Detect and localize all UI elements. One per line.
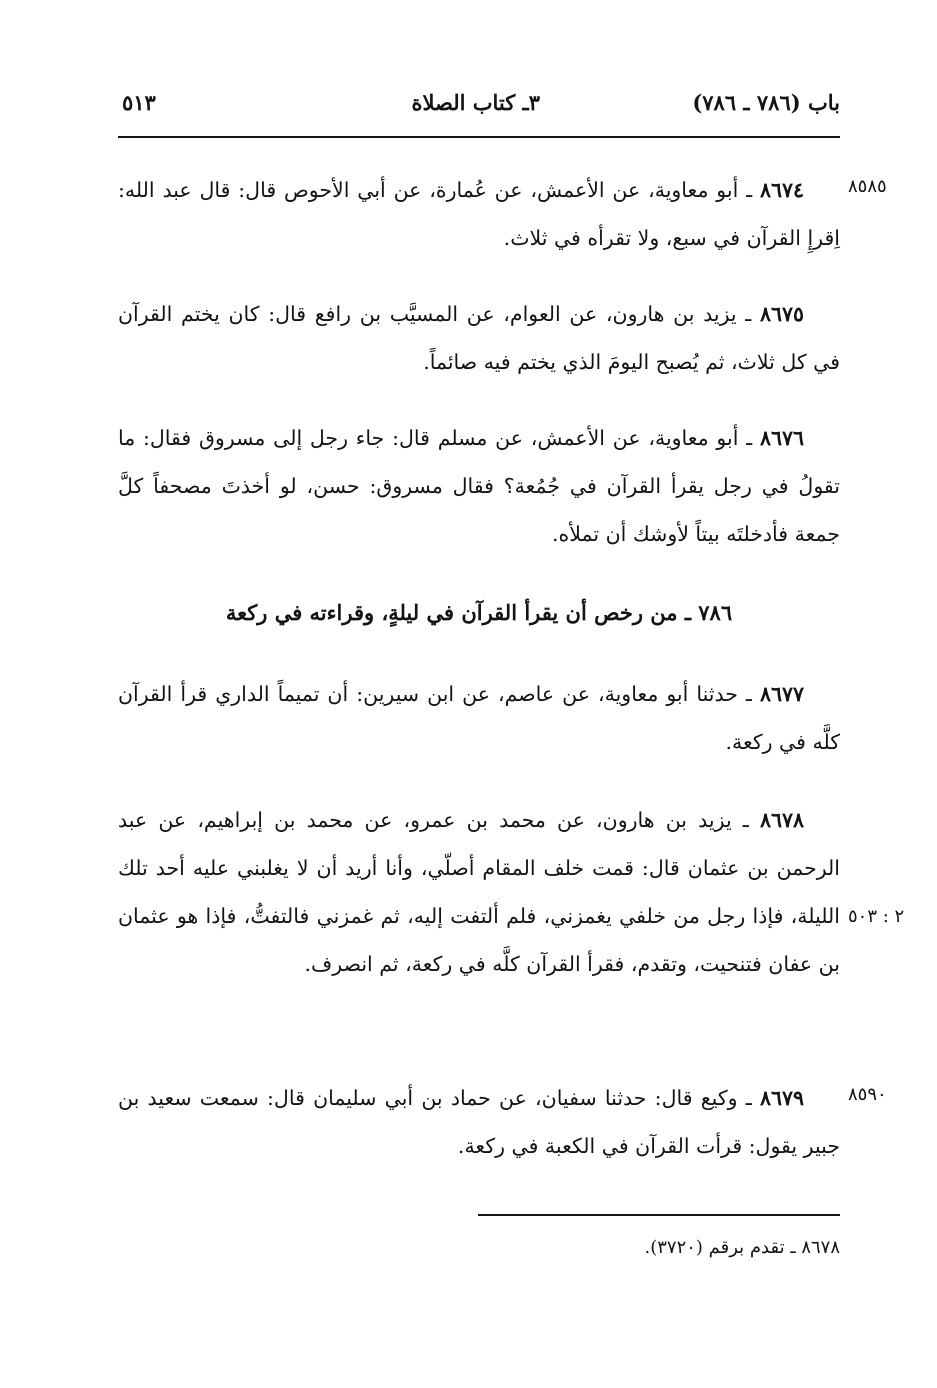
section-range-title: باب (٧٨٦ ـ ٧٨٦)	[692, 90, 840, 115]
margin-reference: ٨٥٩٠	[848, 1084, 887, 1105]
footnote-divider	[478, 1214, 840, 1216]
margin-reference: ٨٥٨٥	[848, 176, 887, 197]
hadith-text: ـ حدثنا أبو معاوية، عن عاصم، عن ابن سيرين: أن تميماً الداري قرأ القرآن كلَّه في ركعة.	[118, 682, 840, 754]
hadith-number: ٨٦٧٥	[759, 302, 804, 326]
hadith-paragraph	[118, 414, 840, 558]
hadith-text: ـ يزيد بن هارون، عن محمد بن عمرو، عن محمد بن إبراهيم، عن عبد الرحمن بن عثمان قال: قمت خلف المقام أصلّي، وأنا أريد أن لا يغلبني عليه أحد تلك الليلة، فإذا رجل من خلفي يغمزني، فلم ألتفت إليه، ثم غمزني فالتفتُّ، فإذا هو عثمان بن عفان فتنحيت، وتقدم، فقرأ القرآن كلَّه في ركعة، ثم انصرف.	[118, 808, 840, 976]
hadith-paragraph	[118, 166, 840, 262]
header-divider	[118, 136, 840, 138]
book-title: ٣ـ كتاب الصلاة	[411, 90, 540, 115]
chapter-heading: ٧٨٦ ـ من رخص أن يقرأ القرآن في ليلةٍ، وقراءته في ركعة	[225, 600, 733, 625]
hadith-number: ٨٦٧٤	[759, 178, 804, 202]
page-header	[118, 86, 840, 126]
footnote: ٨٦٧٨ ـ تقدم برقم (٣٧٢٠).	[644, 1237, 840, 1258]
hadith-text: ـ وكيع قال: حدثنا سفيان، عن حماد بن أبي سليمان قال: سمعت سعيد بن جبير يقول: قرأت القرآن في الكعبة في ركعة.	[118, 1086, 840, 1158]
hadith-number: ٨٦٧٩	[759, 1086, 804, 1110]
hadith-text: ـ أبو معاوية، عن الأعمش، عن مسلم قال: جاء رجل إلى مسروق فقال: ما تقولُ في رجل يقرأ القرآن في جُمُعة؟ فقال مسروق: حسن، لو أخذتَ مصحفاً كلَّ جمعة فأدخلتَه بيتاً لأوشك أن تملأه.	[118, 426, 840, 546]
page-number: ٥١٣	[122, 90, 156, 115]
hadith-paragraph	[118, 290, 840, 386]
hadith-number: ٨٦٧٨	[759, 808, 804, 832]
hadith-number: ٨٦٧٦	[759, 426, 804, 450]
hadith-paragraph	[118, 1074, 840, 1170]
hadith-paragraph	[118, 670, 840, 766]
hadith-text: ـ أبو معاوية، عن الأعمش، عن عُمارة، عن أبي الأحوص قال: قال عبد الله: اِقرإِ القرآن في سبع، ولا تقرأه في ثلاث.	[118, 178, 840, 250]
hadith-text: ـ يزيد بن هارون، عن العوام، عن المسيَّب بن رافع قال: كان يختم القرآن في كل ثلاث، ثم يُصبح اليومَ الذي يختم فيه صائماً.	[118, 302, 840, 374]
margin-reference: ٢ : ٥٠٣	[848, 906, 905, 927]
hadith-paragraph	[118, 796, 840, 988]
hadith-number: ٨٦٧٧	[759, 682, 804, 706]
